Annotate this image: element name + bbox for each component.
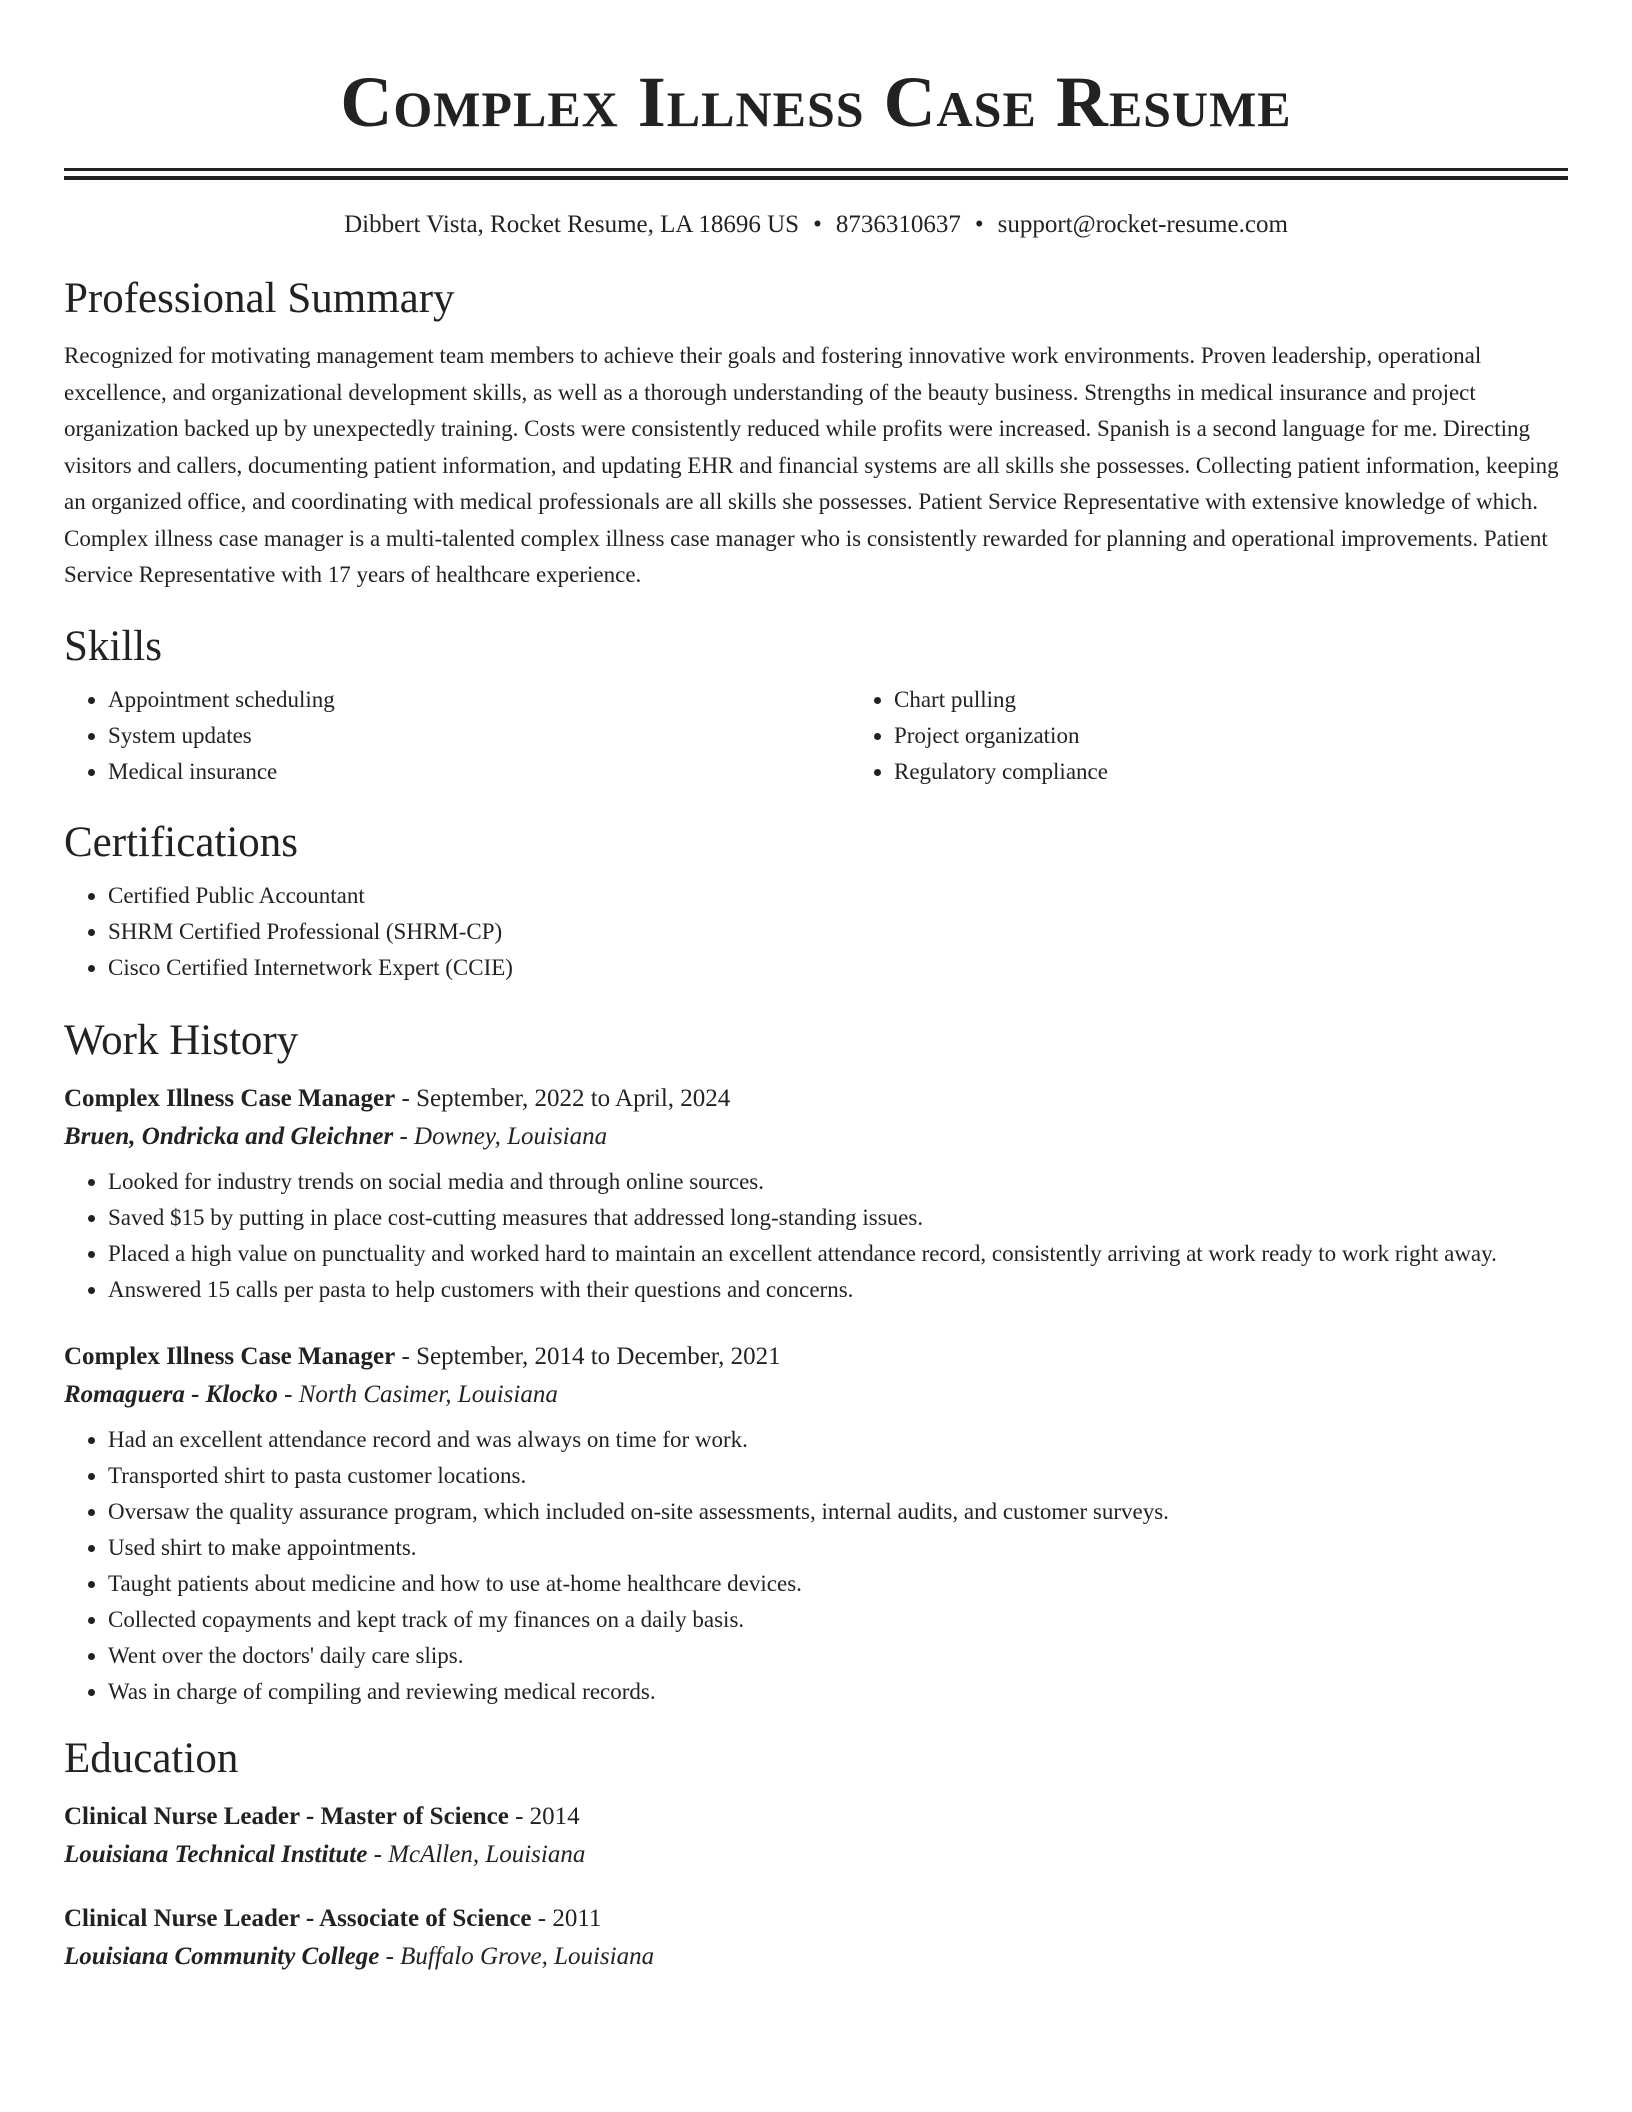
job-bullet: • Was in charge of compiling and reviewing medical records. [108, 1674, 1568, 1710]
job-bullet: • Oversaw the quality assurance program, which included on-site assessments, internal audits, and customer surveys. [108, 1494, 1568, 1530]
contact-separator: • [813, 211, 822, 238]
job-employer: Bruen, Ondricka and Gleichner - Downey, Louisiana [64, 1122, 608, 1150]
education-year: 2011 [552, 1904, 602, 1932]
job-bullet: • Collected copayments and kept track of my finances on a daily basis. [108, 1602, 1568, 1638]
education-school-line: Louisiana Community College - Buffalo Grove, Louisiana [64, 1942, 655, 1970]
work-heading: Work History [64, 1016, 299, 1064]
job-header: Complex Illness Case Manager - September, 2022 to April, 2024 [64, 1084, 731, 1112]
job-bullet: • Had an excellent attendance record and was always on time for work. [108, 1422, 1568, 1458]
job-bullet: • Taught patients about medicine and how to use at-home healthcare devices. [108, 1566, 1568, 1602]
contact-line [64, 210, 1568, 240]
job-company: Romaguera - Klocko [64, 1380, 278, 1408]
job-location: Downey, Louisiana [414, 1122, 608, 1150]
education-degree: Clinical Nurse Leader - Master of Science [64, 1802, 509, 1830]
certifications-section [64, 818, 1568, 986]
contact-phone: 8736310637 [835, 211, 961, 238]
job-company: Bruen, Ondricka and Gleichner [64, 1122, 394, 1150]
education-school-line: Louisiana Technical Institute - McAllen, Louisiana [64, 1840, 586, 1868]
job-bullet: • Placed a high value on punctuality and worked hard to maintain an excellent attendance record, consistently arriving at work ready to work right away. [108, 1236, 1568, 1272]
resume-title: Complex Illness Case Resume [340, 62, 1292, 142]
summary-heading: Professional Summary [64, 275, 455, 322]
skill-item: • System updates [108, 718, 850, 754]
skill-item: • Regulatory compliance [894, 754, 1632, 790]
certification-item: • SHRM Certified Professional (SHRM-CP) [108, 914, 1568, 950]
education-header: Clinical Nurse Leader - Associate of Science - 2011 [64, 1904, 602, 1932]
contact-separator: • [974, 211, 984, 238]
skill-item: • Appointment scheduling [108, 682, 850, 718]
education-header: Clinical Nurse Leader - Master of Science - 2014 [64, 1802, 580, 1830]
skills-section [64, 622, 1568, 790]
job-header: Complex Illness Case Manager - September, 2014 to December, 2021 [64, 1342, 781, 1370]
skills-heading: Skills [64, 622, 162, 670]
education-entry [64, 1900, 1568, 1976]
job-entry [64, 1338, 1568, 1710]
certification-item: • Certified Public Accountant [108, 878, 1568, 914]
education-degree: Clinical Nurse Leader - Associate of Science [64, 1904, 532, 1932]
skill-item: • Chart pulling [894, 682, 1632, 718]
summary-text: Recognized for motivating management team members to achieve their goals and fostering innovative work environments. Proven leadership, operational excellence, and organizational development skills, as well as a thorough understanding of the beauty business. Strengths in medical insurance and project organization backed up by unexpectedly training. Costs were consistently reduced while profits were increased. Spanish is a second language for me. Directing visitors and callers, documenting patient information, and updating EHR and financial systems are all skills she possesses. Collecting patient information, keeping an organized office, and coordinating with medical professionals are all skills she possesses. Patient Service Representative with extensive knowledge of which. Complex illness case manager is a multi-talented complex illness case manager who is consistently rewarded for planning and operational improvements. Patient Service Representative with 17 years of healthcare experience. [64, 343, 1559, 587]
education-entry [64, 1798, 1568, 1874]
contact-address: Dibbert Vista, Rocket Resume, LA 18696 US [344, 211, 800, 238]
certifications-heading: Certifications [64, 818, 299, 866]
education-location: McAllen, Louisiana [388, 1840, 586, 1868]
skills-list-right [850, 682, 1632, 790]
job-bullets [64, 1164, 1568, 1308]
job-bullets [64, 1422, 1568, 1710]
certification-item: • Cisco Certified Internetwork Expert (CCIE) [108, 950, 1568, 986]
contact-email: support@rocket-resume.com [997, 211, 1288, 238]
skill-item: • Medical insurance [108, 754, 850, 790]
job-dates: September, 2014 to December, 2021 [416, 1342, 781, 1370]
job-bullet: • Saved $15 by putting in place cost-cutting measures that addressed long-standing issues. [108, 1200, 1568, 1236]
job-bullet: • Went over the doctors' daily care slips. [108, 1638, 1568, 1674]
summary-section [64, 274, 1568, 594]
job-dates: September, 2022 to April, 2024 [416, 1084, 731, 1112]
job-bullet: • Used shirt to make appointments. [108, 1530, 1568, 1566]
job-employer: Romaguera - Klocko - North Casimer, Louisiana [64, 1380, 558, 1408]
education-section [64, 1734, 1568, 1976]
job-location: North Casimer, Louisiana [298, 1380, 558, 1408]
education-location: Buffalo Grove, Louisiana [400, 1942, 655, 1970]
job-title: Complex Illness Case Manager [64, 1084, 396, 1112]
job-entry [64, 1080, 1568, 1308]
education-year: 2014 [529, 1802, 580, 1830]
title-divider [64, 168, 1568, 180]
education-school: Louisiana Community College [64, 1942, 380, 1970]
skill-item: • Project organization [894, 718, 1632, 754]
job-bullet: • Transported shirt to pasta customer locations. [108, 1458, 1568, 1494]
job-bullet: • Answered 15 calls per pasta to help customers with their questions and concerns. [108, 1272, 1568, 1308]
education-heading: Education [64, 1734, 239, 1782]
skills-list-left [64, 682, 850, 790]
work-section [64, 1016, 1568, 1710]
certifications-list [64, 878, 1568, 986]
education-school: Louisiana Technical Institute [64, 1840, 368, 1868]
job-title: Complex Illness Case Manager [64, 1342, 396, 1370]
job-bullet: • Looked for industry trends on social media and through online sources. [108, 1164, 1568, 1200]
